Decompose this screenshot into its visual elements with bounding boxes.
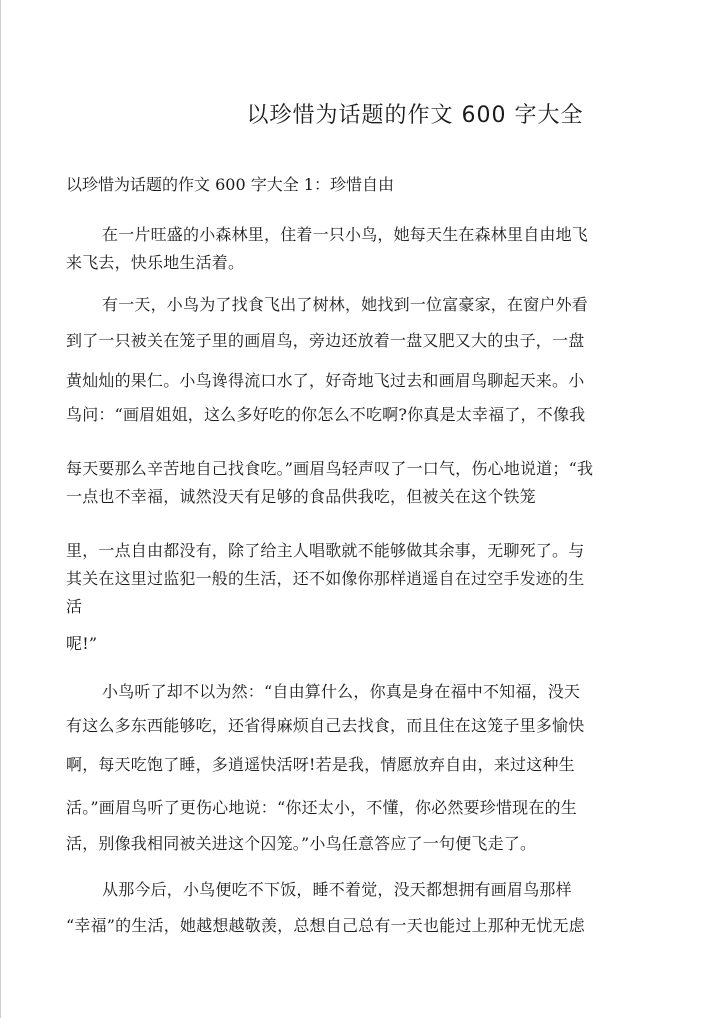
paragraph-line: 有这么多东西能够吃，还省得麻烦自己去找食，而且住在这笼子里多愉快 xyxy=(66,716,585,735)
paragraph-line: 里，一点自由都没有，除了给主人唱歌就不能够做其余事，无聊死了。与 xyxy=(66,541,585,560)
paragraph-line: 来飞去，快乐地生活着。 xyxy=(66,253,245,272)
paragraph-line: 从那今后，小鸟便吃不下饭，睡不着觉，没天都想拥有画眉鸟那样 xyxy=(102,880,572,899)
paragraph-line: 啊，每天吃饱了睡，多逍遥快活呀!若是我，情愿放弃自由，来过这种生 xyxy=(66,755,575,774)
paragraph-line: 呢!” xyxy=(66,634,98,653)
paragraph-line: 有一天，小鸟为了找食飞出了树林，她找到一位富豪家，在窗户外看 xyxy=(102,295,589,314)
page-left-edge xyxy=(0,0,1,1018)
paragraph-line: 每天要那么辛苦地自己找食吃。”画眉鸟轻声叹了一口气，伤心地说道；“我 xyxy=(66,459,594,478)
paragraph-line: 在一片旺盛的小森林里，住着一只小鸟，她每天生在森林里自由地飞 xyxy=(102,225,589,244)
paragraph-line: “幸福”的生活，她越想越敬羡，总想自己总有一天也能过上那种无忧无虑 xyxy=(66,916,585,935)
paragraph-line: 活 xyxy=(66,597,83,616)
paragraph-line: 活，别像我相同被关进这个囚笼。”小鸟任意答应了一句便飞走了。 xyxy=(66,834,537,853)
document-title: 以珍惜为话题的作文 600 字大全 xyxy=(246,103,584,128)
paragraph-line: 一点也不幸福，诚然没天有足够的食品供我吃，但被关在这个铁笼 xyxy=(66,487,536,506)
paragraph-line: 鸟问：“画眉姐姐，这么多好吃的你怎么不吃啊?你真是太幸福了，不像我 xyxy=(66,405,586,424)
paragraph-line: 活。”画眉鸟听了更伤心地说：“你还太小，不懂，你必然要珍惜现在的生 xyxy=(66,798,577,817)
paragraph-line: 小鸟听了却不以为然：“自由算什么，你真是身在福中不知福，没天 xyxy=(102,682,581,701)
paragraph-line: 其关在这里过监犯一般的生活，还不如像你那样逍遥自在过空手发迹的生 xyxy=(66,569,585,588)
paragraph-line: 黄灿灿的果仁。小鸟谗得流口水了，好奇地飞过去和画眉鸟聊起天来。小 xyxy=(66,371,585,390)
paragraph-line: 到了一只被关在笼子里的画眉鸟，旁边还放着一盘又肥又大的虫子，一盘 xyxy=(66,331,585,350)
section-heading: 以珍惜为话题的作文 600 字大全 1：珍惜自由 xyxy=(66,175,394,194)
